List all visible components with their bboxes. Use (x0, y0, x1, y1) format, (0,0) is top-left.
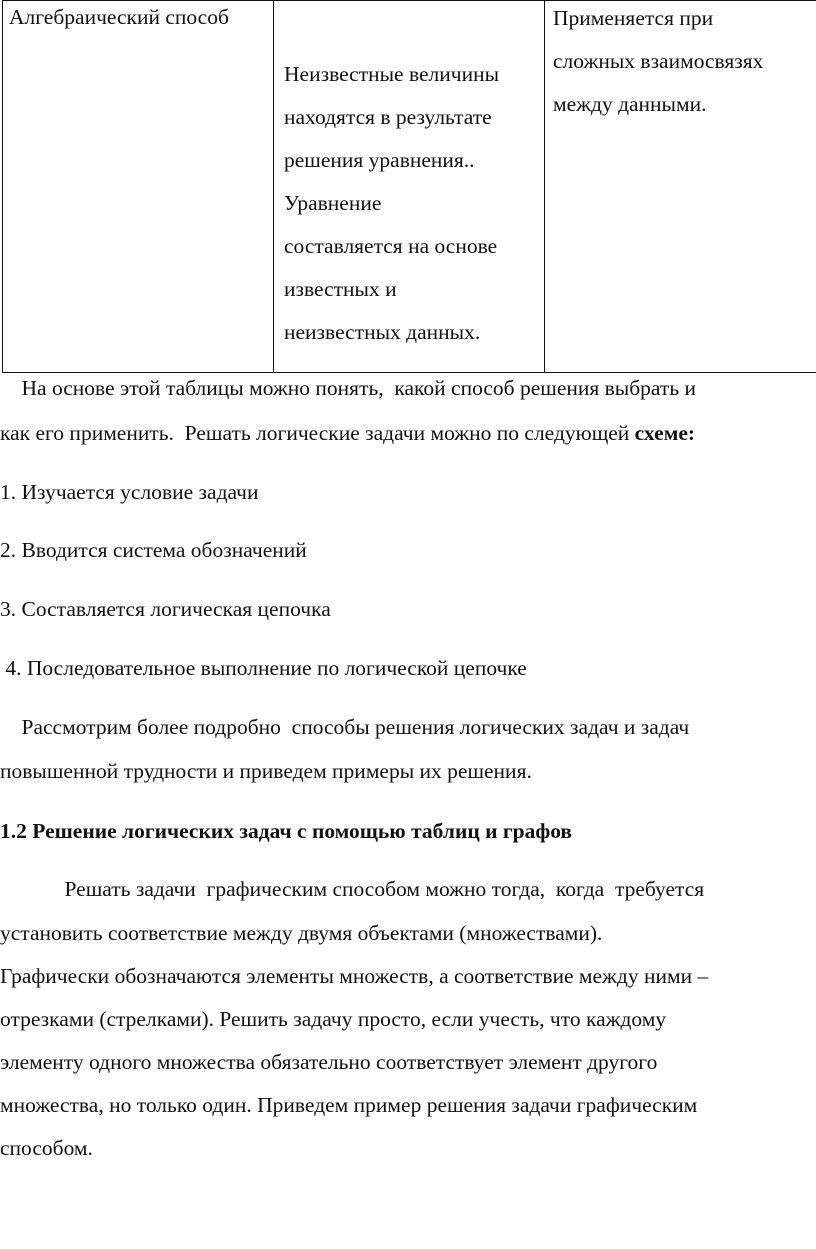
description-line: составляется на основе (284, 234, 498, 258)
description-line: Уравнение (284, 191, 382, 215)
description-line: Неизвестные величины (284, 62, 500, 86)
usage-line: между данными. (553, 92, 707, 116)
description-line: известных и (284, 277, 397, 301)
intro-line-1: На основе этой таблицы можно понять, какой способ решения выбрать и (0, 376, 696, 400)
intro-line-2-text: как его применить. Решать логические задачи можно по следующей (0, 421, 635, 445)
step-item: 4. Последовательное выполнение по логической цепочке (0, 656, 527, 680)
intro-line-2 (0, 418, 695, 448)
step-item: 2. Вводится система обозначений (0, 538, 307, 562)
table-row (3, 1, 816, 373)
body-line: отрезками (стрелками). Решить задачу просто, если учесть, что каждому (0, 1007, 667, 1031)
usage-cell (545, 1, 816, 373)
usage-line: сложных взаимосвязях (553, 49, 764, 73)
consider-line-1: Рассмотрим более подробно способы решения логических задач и задач (0, 715, 690, 739)
description-line: решения уравнения.. (284, 148, 475, 172)
step-item: 3. Составляется логическая цепочка (0, 597, 331, 621)
description-cell (274, 1, 545, 373)
step-item: 1. Изучается условие задачи (0, 480, 259, 504)
body-line: множества, но только один. Приведем пример решения задачи графическим (0, 1093, 698, 1117)
section-heading: 1.2 Решение логических задач с помощью таблиц и графов (0, 819, 573, 843)
body-line: элементу одного множества обязательно соответствует элемент другого (0, 1050, 658, 1074)
scheme-word: схеме: (634, 421, 696, 445)
body-line: Решать задачи графическим способом можно тогда, когда требуется (0, 877, 705, 901)
body-line: способом. (0, 1136, 93, 1160)
usage-line: Применяется при (553, 6, 714, 30)
body-line: установить соответствие между двумя объектами (множествами). (0, 921, 603, 945)
description-line: находятся в результате (284, 105, 492, 129)
description-line: неизвестных данных. (284, 320, 481, 344)
method-name: Алгебраический способ (9, 5, 229, 29)
method-cell (3, 1, 274, 373)
body-line: Графически обозначаются элементы множеств, а соответствие между ними – (0, 964, 709, 988)
methods-table (2, 0, 816, 373)
consider-line-2: повышенной трудности и приведем примеры их решения. (0, 759, 532, 783)
